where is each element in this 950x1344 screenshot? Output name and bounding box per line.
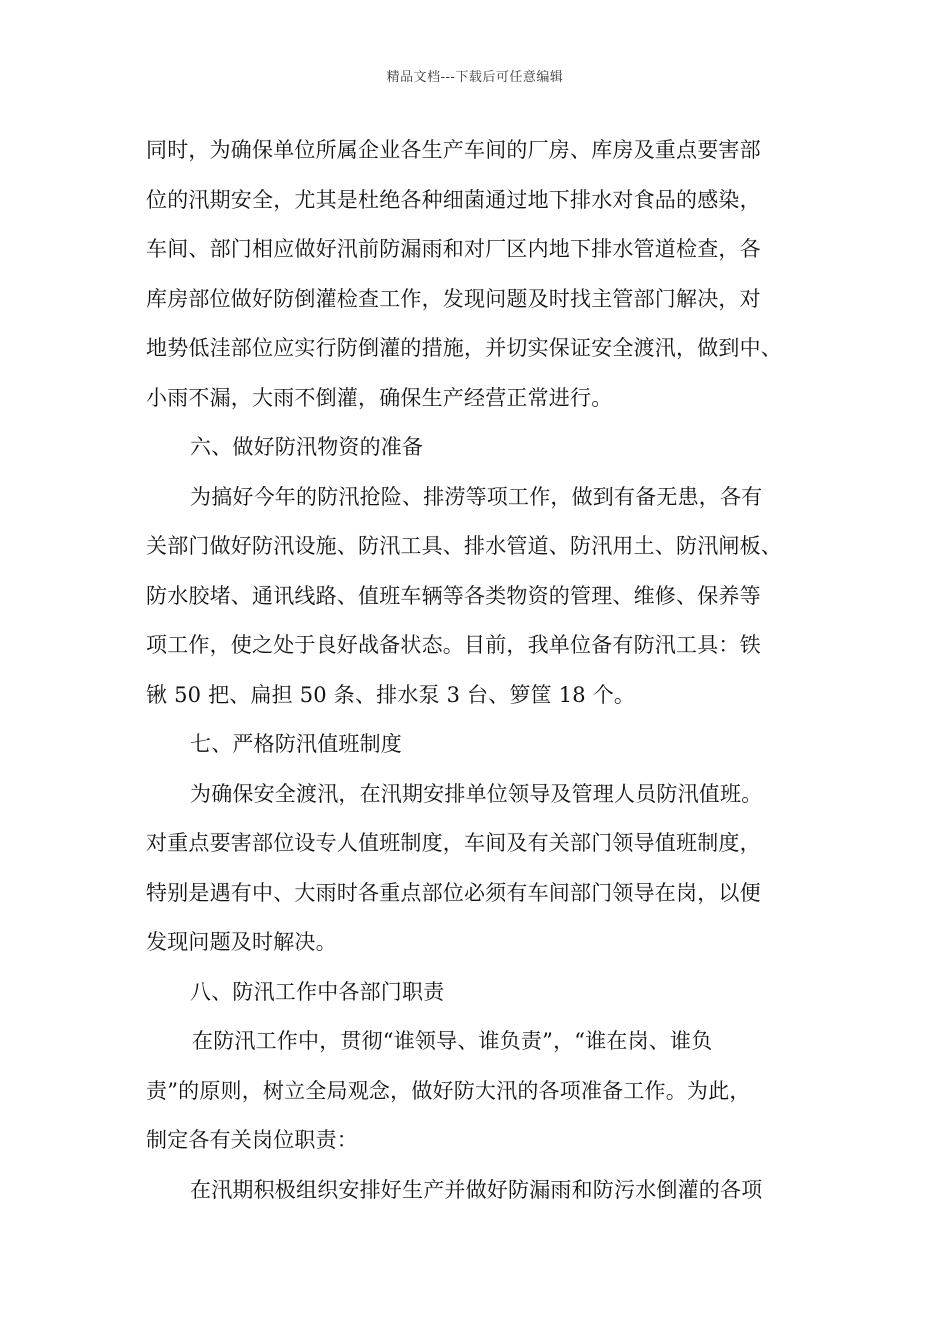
page-header: 精品文档---下载后可任意编辑 (386, 70, 564, 85)
paragraph-line: 特别是遇有中、大雨时各重点部位必须有车间部门领导在岗，以便 (146, 880, 761, 905)
paragraph-line: 同时，为确保单位所属企业各生产车间的厂房、库房及重点要害部 (146, 138, 761, 162)
paragraph-line: 在防汛工作中，贯彻“谁领导、谁负责”，“谁在岗、谁负 (192, 1029, 713, 1053)
paragraph-line: 为确保安全渡汛，在汛期安排单位领导及管理人员防汛值班。 (190, 781, 763, 806)
paragraph-line: 责”的原则，树立全局观念，做好防大汛的各项准备工作。为此， (146, 1078, 751, 1103)
paragraph-line: 锹 50 把、扁担 50 条、排水泵 3 台、箩筐 18 个。 (146, 682, 636, 707)
paragraph-line: 库房部位做好防倒灌检查工作，发现问题及时找主管部门解决，对 (146, 286, 761, 311)
paragraph-line: 防水胶堵、通讯线路、值班车辆等各类物资的管理、维修、保养等 (146, 583, 761, 608)
paragraph-line: 发现问题及时解决。 (146, 930, 337, 954)
paragraph-line: 为搞好今年的防汛抢险、排涝等项工作，做到有备无患，各有 (190, 484, 763, 509)
paragraph-line: 项工作，使之处于良好战备状态。目前，我单位备有防汛工具：铁 (146, 633, 761, 657)
paragraph-line: 地势低洼部位应实行防倒灌的措施，并切实保证安全渡汛，做到中、 (146, 336, 782, 360)
paragraph-line: 车间、部门相应做好汛前防漏雨和对厂区内地下排水管道检查，各 (146, 237, 761, 261)
section-heading: 七、严格防汛值班制度 (190, 732, 402, 756)
document-body (146, 126, 826, 1215)
paragraph-line: 关部门做好防汛设施、防汛工具、排水管道、防汛用土、防汛闸板、 (146, 534, 782, 558)
paragraph-line: 制定各有关岗位职责： (146, 1128, 358, 1152)
paragraph-line: 在汛期积极组织安排好生产并做好防漏雨和防污水倒灌的各项 (190, 1177, 763, 1202)
paragraph-line: 位的汛期安全，尤其是杜绝各种细菌通过地下排水对食品的感染， (146, 187, 761, 212)
paragraph-line: 小雨不漏，大雨不倒灌，确保生产经营正常进行。 (146, 385, 613, 410)
section-heading: 八、防汛工作中各部门职责 (190, 979, 445, 1004)
paragraph-line: 对重点要害部位设专人值班制度，车间及有关部门领导值班制度， (146, 831, 761, 855)
section-heading: 六、做好防汛物资的准备 (190, 435, 424, 459)
